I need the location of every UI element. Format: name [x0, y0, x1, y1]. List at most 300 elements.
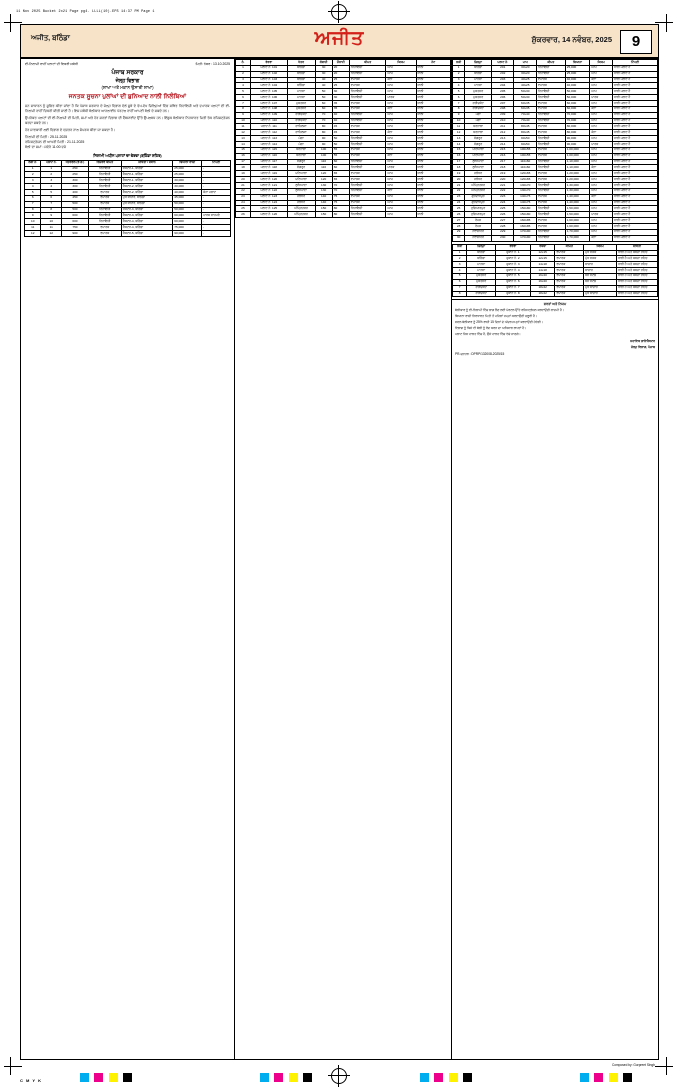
- table-cell: ਆਮ: [590, 229, 613, 235]
- table-cell: 14x18: [530, 268, 555, 274]
- table-cell: 16: [236, 153, 251, 159]
- table-cell: ਵਪਾਰਕ: [555, 285, 584, 291]
- table-cell: ਕੋਨਾ: [386, 153, 416, 159]
- table-cell: ਵਪਾਰਕ: [555, 262, 584, 268]
- table-cell: 120x65: [514, 171, 537, 177]
- table-cell: ਵਪਾਰਕ: [349, 130, 386, 136]
- composer-credit: Composed by: Gurpreet Singh: [611, 1063, 655, 1067]
- condition-item-5: ਪਲਾਟ ਜਿਸ ਹਾਲਤ ਵਿੱਚ ਹੈ, ਉਸੇ ਹਾਲਤ ਵਿੱਚ ਵੇਚੇ ਜਾਣਗੇ।: [455, 332, 521, 337]
- table-cell: 80: [315, 130, 332, 136]
- table-cell: 100: [315, 147, 332, 153]
- swatch-yellow: [109, 1073, 118, 1082]
- table-cell: ਦੁਕਾਨ ਨੰ. 7: [496, 285, 531, 291]
- table-cell: ਵਪਾਰਕ: [349, 153, 386, 159]
- table-cell: ਕੋਨਾ: [590, 106, 613, 112]
- table-cell: ਆਮ: [386, 124, 416, 130]
- table-cell: ਰੋਪੜ: [465, 218, 492, 224]
- table-cell: ਆਮ: [590, 124, 613, 130]
- table-cell: ਆਮ: [386, 83, 416, 89]
- table-cell: ਮੋਗਾ: [287, 142, 315, 148]
- table-cell: ਰਿਹਾਇਸ਼ੀ: [349, 118, 386, 124]
- table-cell: 40,000: [565, 77, 590, 83]
- table-cell: ਪਲਾਟ ਨੰ. 122: [251, 188, 288, 194]
- table-cell: ਖਾਲੀ ਪਲਾਟ ਹੈ: [612, 101, 657, 107]
- table-cell: ਖਾਲੀ: [416, 130, 450, 136]
- table-cell: ਮਾਨਸਾ: [467, 262, 496, 268]
- table-cell: ਰਿਹਾਇਸ਼ੀ: [349, 65, 386, 71]
- table-cell: ਲੁਧਿਆਣਾ: [287, 183, 315, 189]
- signature-designation: ਸਹਾਇਕ ਡਾਇਰੈਕਟਰ: [630, 338, 655, 343]
- table-cell: 21: [236, 183, 251, 189]
- table-cell: ਖਾਲੀ ਪਲਾਟ ਹੈ: [612, 212, 657, 218]
- table-cell: 17: [236, 159, 251, 165]
- table-cell: ਖਾਲੀ: [416, 101, 450, 107]
- table-cell: ਆਮ: [386, 194, 416, 200]
- crop-mark-tr-v: [666, 14, 667, 32]
- table-cell: 150: [315, 206, 332, 212]
- table-cell: ਆਮ: [590, 153, 613, 159]
- table-cell: ਪਲਾਟ ਨੰ. 115: [251, 147, 288, 153]
- table-cell: 1,40,000: [565, 194, 590, 200]
- table-cell: 50: [315, 89, 332, 95]
- table-cell: 19: [236, 171, 251, 177]
- table-cell: ਖਾਲੀ ਹੈ ਅਤੇ ਕਬਜ਼ਾ ਰਹਿਤ: [616, 285, 657, 291]
- table-cell: 23: [453, 194, 465, 200]
- table-cell: ਪਲਾਟ ਨੰ. 107: [251, 101, 288, 107]
- table-cell: 221: [491, 183, 514, 189]
- table-cell: ਆਮ: [386, 65, 416, 71]
- table-cell: ਖਾਲੀ ਪਲਾਟ ਹੈ: [612, 200, 657, 206]
- table-cell: ਖਾਲੀ: [416, 194, 450, 200]
- table-cell: 70,000: [565, 118, 590, 124]
- table-cell: 207: [491, 101, 514, 107]
- table-cell: 120x65: [514, 177, 537, 183]
- table-cell: 12: [236, 130, 251, 136]
- table-cell: 202: [491, 71, 514, 77]
- column-header: ਲੜੀ: [453, 60, 465, 66]
- table-cell: ਬਠਿੰਡਾ: [465, 65, 492, 71]
- table-cell: ਖਾਲੀ: [416, 188, 450, 194]
- table-cell: 170x90: [514, 235, 537, 241]
- table-cell: 226: [491, 212, 514, 218]
- table-cell: 100x55: [514, 147, 537, 153]
- table-cell: ਰਿਹਾਇਸ਼ੀ: [349, 183, 386, 189]
- table-cell: ਆਮ: [590, 136, 613, 142]
- table-cell: ਫਰੀਦਕੋਟ: [467, 285, 496, 291]
- table-cell: ਸੈਕਟਰ-1, ਬਠਿੰਡਾ: [121, 172, 173, 178]
- table-cell: ਖਾਲੀ ਪਲਾਟ ਹੈ: [612, 89, 657, 95]
- table-cell: 12x15: [530, 250, 555, 256]
- table-cell: 65: [332, 171, 349, 177]
- table-cell: 7: [453, 101, 465, 107]
- table-cell: 9: [453, 112, 465, 118]
- table-cell: 224: [491, 200, 514, 206]
- table-cell: ਖਾਲੀ ਪਲਾਟ ਹੈ: [612, 106, 657, 112]
- table-cell: 55: [332, 147, 349, 153]
- table-cell: 130x70: [514, 183, 537, 189]
- plots-table-a: [24, 160, 231, 237]
- table-cell: ਫਾਜ਼ਿਲਕਾ: [287, 130, 315, 136]
- table-cell: ਰਿਹਾਇਸ਼ੀ: [537, 71, 566, 77]
- table-cell: ਖਾਲੀ ਪਲਾਟ ਹੈ: [612, 224, 657, 230]
- table-cell: 30x20: [514, 71, 537, 77]
- table-cell: 1,50,000: [565, 212, 590, 218]
- table-cell: ਪਲਾਟ ਨੰ. 119: [251, 171, 288, 177]
- table-cell: ਖਾਲੀ ਪਲਾਟ ਹੈ: [612, 147, 657, 153]
- table-cell: 6: [453, 279, 467, 285]
- table-cell: ਮਾਨਸਾ: [287, 89, 315, 95]
- masthead-logo: ਅਜੀਤ: [314, 28, 365, 49]
- table-cell: ਵਪਾਰਕ: [537, 130, 566, 136]
- table-cell: 100: [315, 153, 332, 159]
- table-cell: ਫਰੀਦਕੋਟ: [465, 101, 492, 107]
- table-cell: 60: [315, 101, 332, 107]
- table-cell: ਰਿਹਾਇਸ਼ੀ: [349, 89, 386, 95]
- table-cell: ਖਾਲੀ: [416, 183, 450, 189]
- table-cell: 5: [41, 190, 62, 196]
- table-cell: 60,000: [173, 213, 202, 219]
- table-cell: ਖਾਲੀ: [416, 89, 450, 95]
- table-cell: ਕੋਨਾ: [590, 235, 613, 241]
- table-cell: 205: [491, 89, 514, 95]
- column-header: ਟਿੱਪਣੀ: [202, 160, 231, 166]
- table-cell: ਆਮ: [590, 65, 613, 71]
- table-cell: ਰਿਹਾਇਸ਼ੀ: [537, 165, 566, 171]
- table-cell: ਰਿਹਾਇਸ਼ੀ: [537, 65, 566, 71]
- table-cell: ਜਲੰਧਰ: [287, 194, 315, 200]
- table-c-body: [453, 65, 658, 241]
- swatch-magenta-4: [594, 1073, 603, 1082]
- table-cell: 900: [62, 231, 89, 237]
- table-cell: ਖਾਲੀ: [416, 147, 450, 153]
- notice-ref-left: ਈ-ਨਿਲਾਮੀ ਰਾਹੀਂ ਪਲਾਟਾਂ ਦੀ ਵਿਕਰੀ ਸਬੰਧੀ: [25, 62, 78, 66]
- table-cell: ਪਾਰਕ: [590, 142, 613, 148]
- swatch-cyan: [80, 1073, 89, 1082]
- table-cell: ਖਾਲੀ ਪਲਾਟ ਹੈ: [612, 159, 657, 165]
- table-cell: 25,000: [173, 166, 202, 172]
- table-cell: ਰਿਹਾਇਸ਼ੀ: [349, 95, 386, 101]
- table-cell: 14: [236, 142, 251, 148]
- table-cell: ਵਪਾਰਕ: [537, 218, 566, 224]
- swatch-cyan-4: [580, 1073, 589, 1082]
- table-cell: 1,10,000: [565, 159, 590, 165]
- table-cell: ਰਿਹਾਇਸ਼ੀ: [88, 166, 121, 172]
- table-cell: 450: [62, 195, 89, 201]
- table-cell: 217: [491, 159, 514, 165]
- table-cell: 1,00,000: [565, 147, 590, 153]
- column-header: ਲੜੀ: [453, 244, 467, 250]
- table-cell: ਖਾਲੀ: [416, 165, 450, 171]
- table-cell: 70x40: [514, 112, 537, 118]
- table-cell: 4: [453, 268, 467, 274]
- table-cell: ਵਪਾਰਕ: [88, 231, 121, 237]
- table-cell: ਬਠਿੰਡਾ: [467, 256, 496, 262]
- table-cell: ਬਰਨਾਲਾ: [287, 147, 315, 153]
- table-cell: 214: [491, 142, 514, 148]
- table-cell: ਵਪਾਰਕ: [349, 177, 386, 183]
- swatch-group-4: [580, 1069, 633, 1081]
- table-cell: 400: [62, 190, 89, 196]
- table-cell: ਖਾਲੀ ਹੈ ਅਤੇ ਕਬਜ਼ਾ ਰਹਿਤ: [616, 291, 657, 297]
- plots-table-b: [235, 59, 451, 218]
- table-cell: ਸੈਕਟਰ-3, ਬਠਿੰਡਾ: [121, 207, 173, 213]
- table-cell: 50,000: [565, 95, 590, 101]
- table-cell: ਖਾਲੀ: [416, 77, 450, 83]
- table-cell: 1: [453, 65, 465, 71]
- column-header: ਜ਼ਿਲ੍ਹਾ: [467, 244, 496, 250]
- column-header: ਲੜੀ ਨੰ.: [25, 160, 41, 166]
- table-cell: ਪਾਰਕ: [386, 95, 416, 101]
- table-cell: ਬਠਿੰਡਾ: [287, 71, 315, 77]
- table-cell: 1,40,000: [565, 200, 590, 206]
- table-cell: ਖਾਲੀ ਪਲਾਟ ਹੈ: [612, 206, 657, 212]
- table-cell: ਖਾਲੀ: [416, 112, 450, 118]
- table-cell: ਬਾਜ਼ਾਰ: [584, 262, 617, 268]
- column-header: ਨੋਟ: [416, 60, 450, 66]
- table-cell: ਪਲਾਟ ਨੰ. 121: [251, 183, 288, 189]
- table-cell: ਰਿਹਾਇਸ਼ੀ: [88, 172, 121, 178]
- table-cell: 12x15: [530, 256, 555, 262]
- table-cell: ਖਾਲੀ: [416, 118, 450, 124]
- table-cell: 10: [453, 118, 465, 124]
- table-cell: ਪਟਿਆਲਾ: [287, 171, 315, 177]
- column-header: ਵੇਰਵਾ: [251, 60, 288, 66]
- table-cell: 11: [453, 124, 465, 130]
- color-calibration-bar: [20, 1069, 657, 1081]
- table-cell: ਖਾਲੀ ਪਲਾਟ ਹੈ: [612, 71, 657, 77]
- column-header: ਬਿਆਨਾ ਰਾਸ਼ੀ: [173, 160, 202, 166]
- table-row: [453, 291, 658, 297]
- gov-branch: (ਸ਼ਾਖਾ ਅਤੇ ਮਕਾਨ ਉਸਾਰੀ ਸ਼ਾਖਾ): [101, 84, 154, 90]
- table-cell: 110x60: [514, 159, 537, 165]
- table-cell: ਸੈਕਟਰ-2, ਬਠਿੰਡਾ: [121, 190, 173, 196]
- table-cell: 6: [25, 195, 41, 201]
- table-cell: ਸੰਗਰੂਰ: [287, 159, 315, 165]
- table-cell: 4: [41, 184, 62, 190]
- table-cell: 18: [236, 165, 251, 171]
- table-cell: ਪਾਰਕ: [590, 95, 613, 101]
- table-cell: 75: [332, 194, 349, 200]
- table-cell: ਮਾਨਸਾ: [467, 268, 496, 274]
- table-cell: ਲੁਧਿਆਣਾ: [465, 165, 492, 171]
- table-cell: -: [202, 231, 231, 237]
- table-cell: ਵਪਾਰਕ: [537, 224, 566, 230]
- table-cell: ਸੈਕਟਰ-1, ਬਠਿੰਡਾ: [121, 166, 173, 172]
- prepress-slug: 11 Nov 2025 Bucket 2x21 Page pg4. LLLL(10).EPS 14:37 PM Page 1: [16, 10, 155, 14]
- table-cell: ਬਠਿੰਡਾ: [287, 77, 315, 83]
- table-cell: ਕੋਨਾ: [386, 130, 416, 136]
- table-cell: ਪਲਾਟ ਨੰ. 116: [251, 153, 288, 159]
- table-cell: ਰਿਹਾਇਸ਼ੀ: [537, 188, 566, 194]
- table-cell: ਖਾਲੀ: [416, 142, 450, 148]
- table-cell: 160x85: [514, 224, 537, 230]
- table-cell: 8: [236, 106, 251, 112]
- table-cell: ਖਾਲੀ ਹੈ ਅਤੇ ਕਬਜ਼ਾ ਰਹਿਤ: [616, 279, 657, 285]
- table-cell: ਰਿਹਾਇਸ਼ੀ: [88, 213, 121, 219]
- table-cell: ਖਾਲੀ ਪਲਾਟ ਹੈ: [612, 136, 657, 142]
- table-cell: ਸੈਕਟਰ-5, ਬਠਿੰਡਾ: [121, 231, 173, 237]
- table-cell: 75,000: [173, 225, 202, 231]
- table-cell: 16x20: [530, 279, 555, 285]
- table-cell: ਖਾਲੀ: [416, 65, 450, 71]
- table-cell: 40x25: [514, 83, 537, 89]
- table-cell: 1: [453, 250, 467, 256]
- table-cell: 25: [332, 83, 349, 89]
- table-cell: ਵਪਾਰਕ: [349, 101, 386, 107]
- table-cell: ਦੁਕਾਨ ਨੰ. 1: [496, 250, 531, 256]
- masthead-edition: ਅਜੀਤ, ਬਠਿੰਡਾ: [31, 35, 70, 42]
- table-cell: 15: [236, 147, 251, 153]
- table-cell: 227: [491, 218, 514, 224]
- table-cell: 230: [491, 235, 514, 241]
- table-cell: 3: [236, 77, 251, 83]
- table-cell: ਮੋਗਾ: [465, 118, 492, 124]
- table-cell: 30: [315, 71, 332, 77]
- table-cell: 6: [453, 95, 465, 101]
- table-cell: 201: [491, 65, 514, 71]
- table-cell: 170x90: [514, 229, 537, 235]
- table-cell: 9: [41, 213, 62, 219]
- table-cell: ਖਾਲੀ: [416, 153, 450, 159]
- table-cell: 50,000: [565, 89, 590, 95]
- table-cell: 210: [491, 118, 514, 124]
- table-cell: -: [202, 166, 231, 172]
- table-cell: ਅੰਮ੍ਰਿਤਸਰ: [465, 183, 492, 189]
- table-cell: 15: [453, 147, 465, 153]
- table-cell: 5: [25, 190, 41, 196]
- table-cell: ਆਮ: [590, 71, 613, 77]
- table-cell: 300: [62, 178, 89, 184]
- table-cell: ਮਾਨਸਾ: [465, 83, 492, 89]
- table-cell: ਬੱਸ ਸਟੈਂਡ: [584, 279, 617, 285]
- table-cell: 11: [25, 225, 41, 231]
- condition-item-2: ਬਿਆਨਾ ਰਾਸ਼ੀ ਨਿਰਧਾਰਤ ਮਿਤੀ ਤੋਂ ਪਹਿਲਾਂ ਜਮ੍ਹਾਂ ਕਰਵਾਉਣੀ ਜ਼ਰੂਰੀ ਹੈ।: [455, 314, 538, 319]
- table-cell: 1,20,000: [565, 177, 590, 183]
- table-cell: ਵਪਾਰਕ: [349, 171, 386, 177]
- table-cell: ਵਪਾਰਕ: [537, 171, 566, 177]
- table-cell: ਮੁਕਤਸਰ: [465, 95, 492, 101]
- table-cell: 1,30,000: [565, 188, 590, 194]
- table-cell: 12: [41, 231, 62, 237]
- table-cell: 250: [62, 172, 89, 178]
- swatch-yellow-2: [289, 1073, 298, 1082]
- table-cell: 90,000: [565, 142, 590, 148]
- table-cell: ਆਮ: [590, 177, 613, 183]
- table-cell: ਖਾਲੀ: [416, 136, 450, 142]
- table-cell: ਪਲਾਟ ਨੰ. 117: [251, 159, 288, 165]
- table-cell: 14: [453, 142, 465, 148]
- notice-date-1: ਨਿਲਾਮੀ ਦੀ ਮਿਤੀ : 25.11.2025: [25, 134, 68, 139]
- table-cell: 90: [315, 136, 332, 142]
- notice-headline: ਜਨਤਕ ਸੂਚਨਾ ਪੁਲਾਂਘਾਂ ਦੀ ਬੁਨਿਆਦ ਨਾਲੀ ਨਿਲੰਬਿਆਂ: [68, 92, 187, 100]
- table-cell: 2: [41, 172, 62, 178]
- column-header: ਮਾਪ: [514, 60, 537, 66]
- table-cell: 75: [332, 200, 349, 206]
- table-cell: 35: [332, 101, 349, 107]
- table-cell: ਵਪਾਰਕ: [537, 124, 566, 130]
- notice-para-3: ਹੋਰ ਜਾਣਕਾਰੀ ਲਈ ਵਿਭਾਗ ਦੇ ਦਫ਼ਤਰ ਨਾਲ ਸੰਪਰਕ ਕੀਤਾ ਜਾ ਸਕਦਾ ਹੈ।: [25, 127, 116, 132]
- table-cell: ਬਠਿੰਡਾ: [287, 83, 315, 89]
- table-cell: ਵਪਾਰਕ: [349, 83, 386, 89]
- table-cell: 60x35: [514, 101, 537, 107]
- table-cell: 20: [236, 177, 251, 183]
- table-cell: ਖਾਲੀ ਪਲਾਟ ਹੈ: [612, 118, 657, 124]
- table-cell: ਆਮ: [386, 71, 416, 77]
- table-cell: ਆਮ: [386, 118, 416, 124]
- column-header: ਸਥਿਤੀ / ਸਥਾਨ: [121, 160, 173, 166]
- table-cell: -: [202, 225, 231, 231]
- table-cell: 1,70,000: [565, 235, 590, 241]
- table-cell: ਵਪਾਰਕ: [537, 77, 566, 83]
- table-cell: 90,000: [565, 136, 590, 142]
- table-cell: 50: [332, 136, 349, 142]
- table-cell: ਜਲੰਧਰ: [287, 200, 315, 206]
- table-cell: ਰਿਹਾਇਸ਼ੀ: [349, 142, 386, 148]
- table-cell: 25: [236, 206, 251, 212]
- table-cell: ਵਪਾਰਕ: [537, 101, 566, 107]
- table-cell: ਖਾਲੀ ਪਲਾਟ ਹੈ: [612, 77, 657, 83]
- table-cell: -: [202, 172, 231, 178]
- table-cell: ਆਮ: [386, 136, 416, 142]
- table-cell: 150: [315, 212, 332, 218]
- plots-table-c: [452, 59, 658, 242]
- table-cell: 5: [236, 89, 251, 95]
- table-cell: ਮੁੱਖ ਸੜਕ: [584, 256, 617, 262]
- table-cell: 90: [315, 142, 332, 148]
- table-cell: ਕੋਨਾ: [590, 77, 613, 83]
- table-cell: ਰਿਹਾਇਸ਼ੀ: [537, 206, 566, 212]
- table-cell: ਮੋਗਾ: [287, 136, 315, 142]
- masthead: [20, 24, 659, 58]
- table-cell: 10: [41, 219, 62, 225]
- table-cell: ਖਾਲੀ: [416, 206, 450, 212]
- table-cell: 219: [491, 171, 514, 177]
- table-cell: ਵਪਾਰਕ: [537, 200, 566, 206]
- table-cell: 110: [315, 159, 332, 165]
- registration-mark-top: [331, 4, 347, 20]
- table-cell: ਆਮ: [590, 101, 613, 107]
- table-cell: 130x70: [514, 188, 537, 194]
- table-cell: ਨਵਾਂਸ਼ਹਿਰ: [465, 235, 492, 241]
- table-cell: ਖਾਲੀ ਪਲਾਟ ਹੈ: [612, 65, 657, 71]
- column-header: ਕਿਸਮ: [386, 60, 416, 66]
- table-cell: 4: [25, 184, 41, 190]
- table-cell: 140: [315, 200, 332, 206]
- table-cell: ਮਾਨਸਾ: [465, 77, 492, 83]
- table-cell: 600: [62, 219, 89, 225]
- swatch-black-3: [463, 1073, 472, 1082]
- notice-para-1: ਜਨ ਸਾਧਾਰਨ ਨੂੰ ਸੂਚਿਤ ਕੀਤਾ ਜਾਂਦਾ ਹੈ ਕਿ ਪੰਜਾਬ ਸਰਕਾਰ ਦੇ ਜੇਲ੍ਹ ਵਿਭਾਗ ਵੱਲੋਂ ਸੂਬੇ ਦੇ ਵੱਖ-ਵੱਖ ਜ਼ਿਲ੍ਹਿਆਂ ਵਿੱਚ ਸਥਿਤ ਰਿਹਾਇਸ਼ੀ ਅਤੇ ਵਪਾਰਕ ਪਲਾਟਾਂ ਦੀ ਈ-ਨਿਲਾਮੀ ਰਾਹੀਂ ਵਿਕਰੀ ਕੀਤੀ ਜਾਣੀ ਹੈ। ਇਸ ਸਬੰਧੀ ਬੋਲੀਕਾਰ ਆਨਲਾਈਨ ਪੋਰਟਲ ਰਾਹੀਂ ਆਪਣੀ ਬੋਲੀ ਦੇ ਸਕਦੇ ਹਨ।: [25, 103, 230, 113]
- table-cell: ਖਾਲੀ ਪਲਾਟ ਹੈ: [612, 177, 657, 183]
- table-cell: 220: [491, 177, 514, 183]
- table-cell: ਖਾਲੀ: [416, 171, 450, 177]
- table-cell: 80: [315, 124, 332, 130]
- table-cell: ਰਿਹਾਇਸ਼ੀ: [537, 229, 566, 235]
- table-cell: 160x85: [514, 218, 537, 224]
- table-cell: 60: [315, 106, 332, 112]
- table-cell: ਕੋਨਾ: [590, 165, 613, 171]
- table-cell: 80: [332, 206, 349, 212]
- table-cell: ਖਾਲੀ ਪਲਾਟ ਹੈ: [612, 142, 657, 148]
- table-cell: ਬਰਨਾਲਾ: [465, 130, 492, 136]
- table-cell: ਖਾਲੀ: [416, 212, 450, 218]
- swatch-group-3: [420, 1069, 473, 1081]
- table-cell: 5: [453, 273, 467, 279]
- table-cell: 1,60,000: [565, 224, 590, 230]
- table-cell: 7: [25, 201, 41, 207]
- table-cell: ਖਾਲੀ ਪਲਾਟ ਹੈ: [612, 124, 657, 130]
- table-cell: 130: [315, 183, 332, 189]
